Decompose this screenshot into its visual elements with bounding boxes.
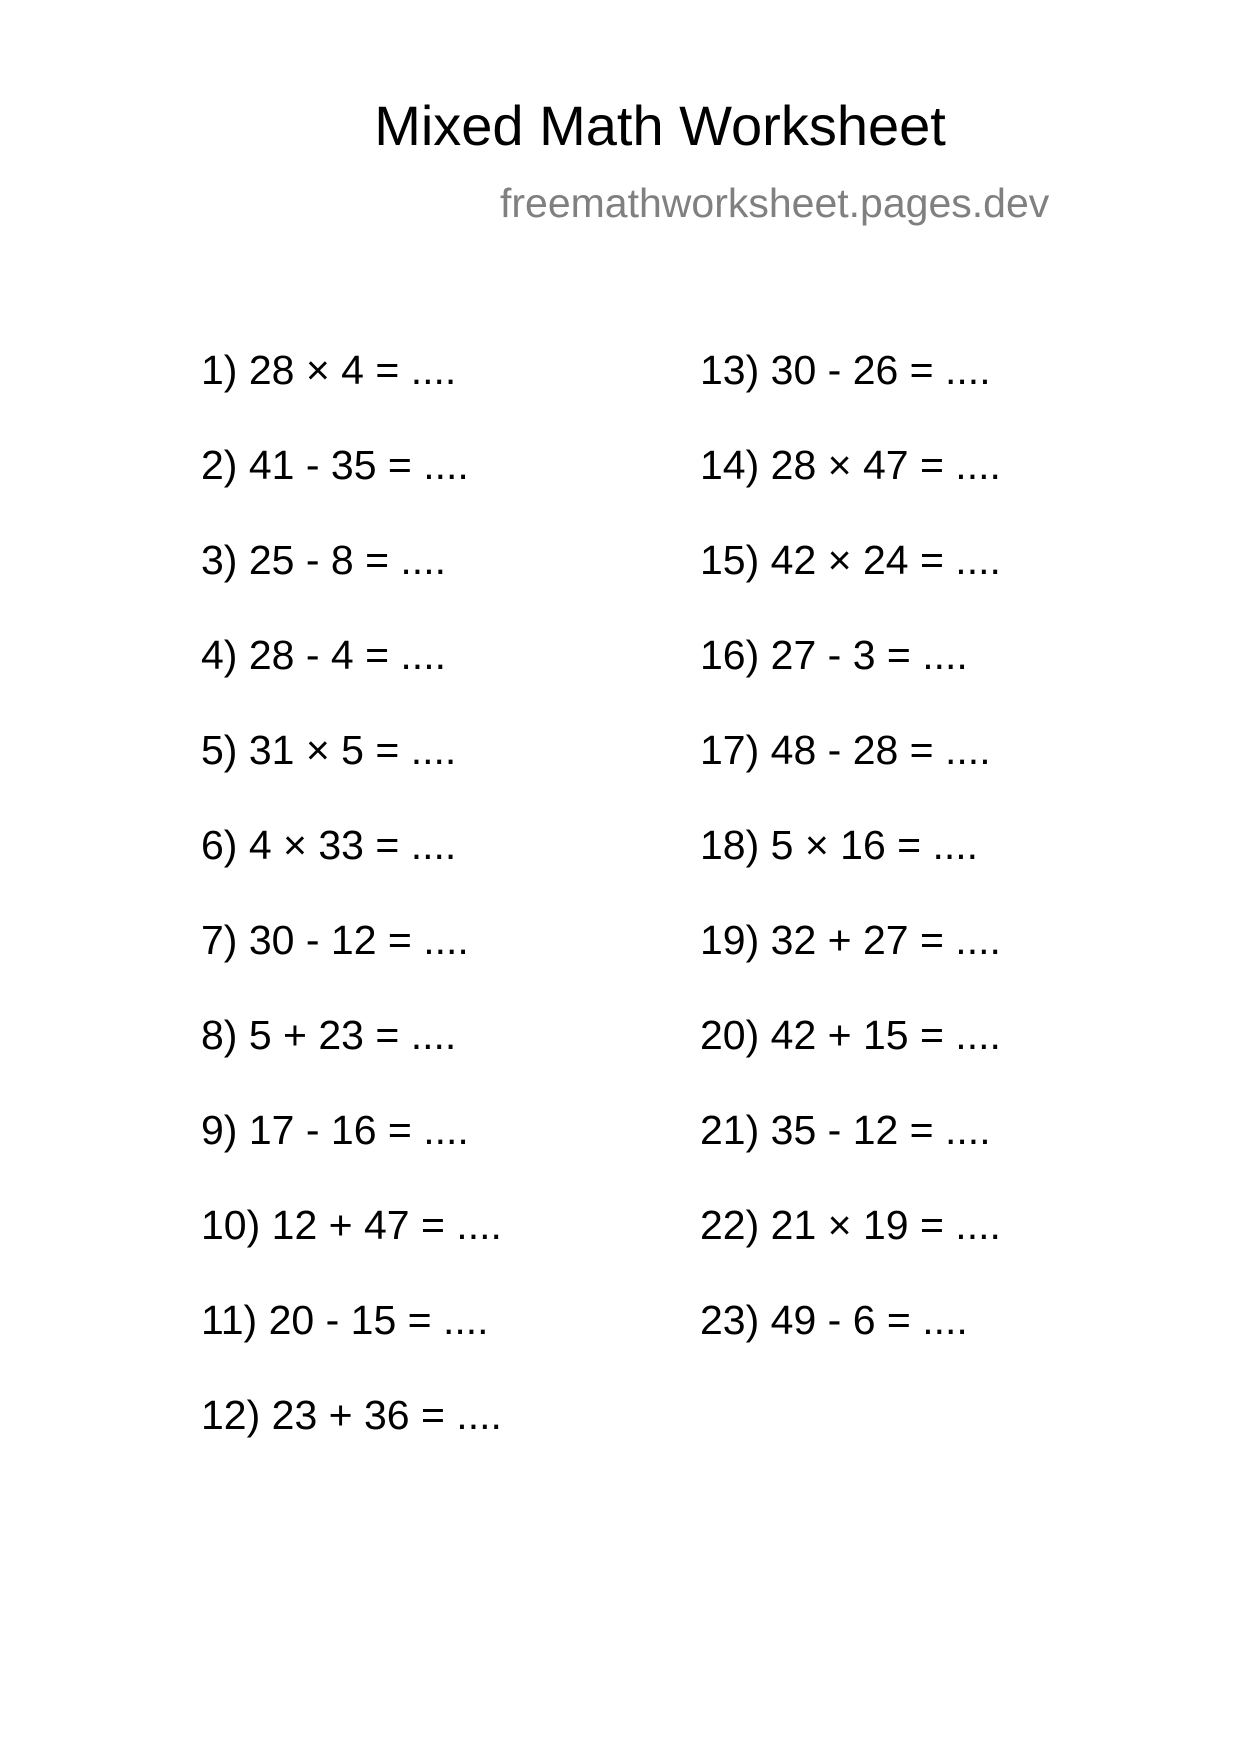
problem-item: 16) 27 - 3 = .... [700, 632, 968, 678]
problem-item: 5) 31 × 5 = .... [201, 727, 457, 773]
site-url: freemathworksheet.pages.dev [500, 180, 1050, 226]
problem-item: 7) 30 - 12 = .... [201, 917, 469, 963]
problem-item: 2) 41 - 35 = .... [201, 442, 469, 488]
problem-item: 3) 25 - 8 = .... [201, 537, 446, 583]
problem-item: 1) 28 × 4 = .... [201, 347, 457, 393]
problem-column-left [201, 347, 502, 1490]
problem-item: 11) 20 - 15 = .... [201, 1297, 489, 1343]
page-title: Mixed Math Worksheet [374, 94, 946, 157]
problem-item: 18) 5 × 16 = .... [700, 822, 979, 868]
problem-item: 13) 30 - 26 = .... [700, 347, 991, 393]
problem-item: 22) 21 × 19 = .... [700, 1202, 1001, 1248]
problem-item: 4) 28 - 4 = .... [201, 632, 446, 678]
problem-item: 6) 4 × 33 = .... [201, 822, 457, 868]
problem-item: 19) 32 + 27 = .... [700, 917, 1001, 963]
problem-item: 12) 23 + 36 = .... [201, 1392, 502, 1438]
problem-item: 8) 5 + 23 = .... [201, 1012, 457, 1058]
problem-item: 10) 12 + 47 = .... [201, 1202, 502, 1248]
problem-item: 17) 48 - 28 = .... [700, 727, 991, 773]
problem-item: 21) 35 - 12 = .... [700, 1107, 991, 1153]
problem-column-right [700, 347, 1001, 1395]
problem-item: 23) 49 - 6 = .... [700, 1297, 968, 1343]
problem-item: 9) 17 - 16 = .... [201, 1107, 469, 1153]
problem-item: 20) 42 + 15 = .... [700, 1012, 1001, 1058]
problem-item: 15) 42 × 24 = .... [700, 537, 1001, 583]
problem-item: 14) 28 × 47 = .... [700, 442, 1001, 488]
